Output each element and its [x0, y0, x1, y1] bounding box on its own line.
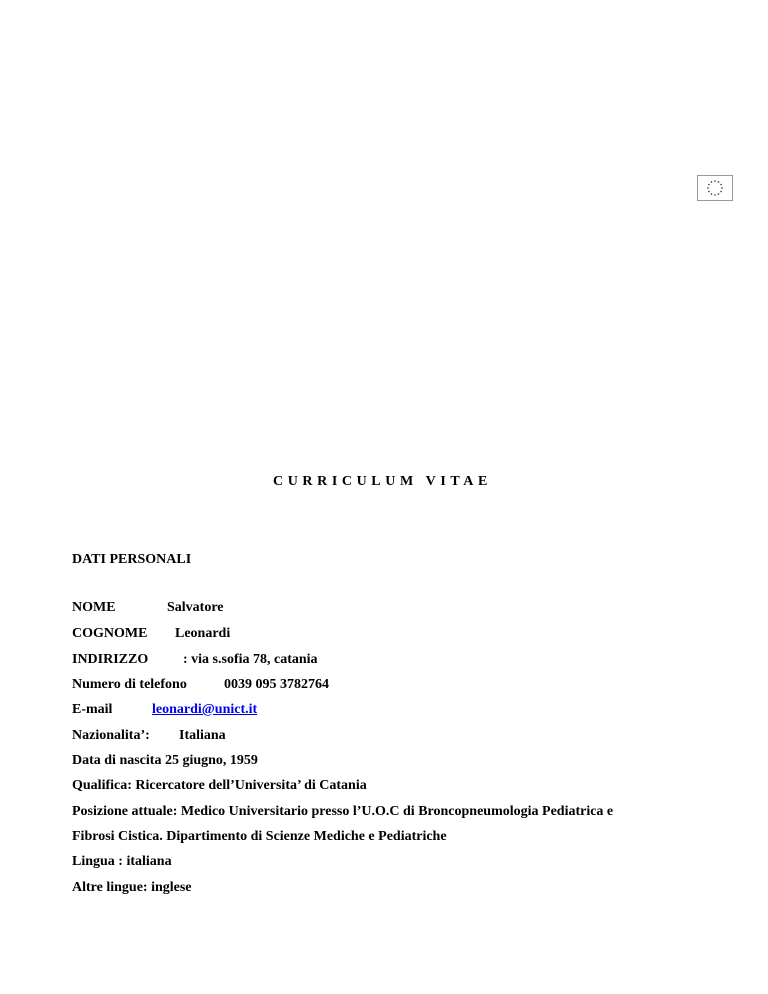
field-cognome-value: Leonardi [175, 626, 231, 641]
eu-star-mark [711, 193, 713, 195]
eu-star-mark [707, 187, 709, 189]
field-indirizzo-label: INDIRIZZO [72, 652, 149, 667]
field-nome [72, 600, 224, 616]
field-nazionalita [72, 728, 226, 744]
altre-lingue-line: Altre lingue: inglese [72, 880, 192, 895]
field-nome-label: NOME [72, 600, 116, 615]
eu-star-mark [718, 193, 720, 195]
section-title-dati-personali: DATI PERSONALI [72, 552, 192, 567]
field-nazionalita-value: Italiana [179, 728, 226, 743]
eu-star-mark [708, 191, 710, 193]
eu-star-mark [718, 181, 720, 183]
field-email-label: E-mail [72, 702, 113, 717]
lingua-line: Lingua : italiana [72, 854, 172, 869]
eu-flag-icon [697, 175, 733, 201]
posizione-line-2: Fibrosi Cistica. Dipartimento di Scienze Mediche e Pediatriche [72, 829, 447, 844]
field-nazionalita-label: Nazionalita’: [72, 728, 150, 743]
field-indirizzo [72, 652, 318, 668]
field-telefono [72, 677, 329, 693]
eu-star-mark [720, 184, 722, 186]
field-cognome [72, 626, 231, 642]
qualifica-line: Qualifica: Ricercatore dell’Universita’ di Catania [72, 778, 367, 793]
field-nome-value: Salvatore [167, 600, 224, 615]
eu-star-mark [711, 181, 713, 183]
email-link[interactable]: leonardi@unict.it [152, 702, 258, 717]
posizione-line-1: Posizione attuale: Medico Universitario presso l’U.O.C di Broncopneumologia Pediatrica e [72, 804, 614, 819]
eu-star-mark [714, 194, 716, 196]
document-title: CURRICULUM VITAE [273, 474, 492, 489]
field-indirizzo-value: : via s.sofia 78, catania [183, 652, 318, 667]
field-cognome-label: COGNOME [72, 626, 148, 641]
field-telefono-label: Numero di telefono [72, 677, 187, 692]
data-nascita-line: Data di nascita 25 giugno, 1959 [72, 753, 258, 768]
field-telefono-value: 0039 095 3782764 [224, 677, 329, 692]
eu-star-mark [720, 191, 722, 193]
eu-star-mark [708, 184, 710, 186]
field-email [72, 702, 258, 718]
eu-star-mark [714, 180, 716, 182]
eu-star-mark [721, 187, 723, 189]
